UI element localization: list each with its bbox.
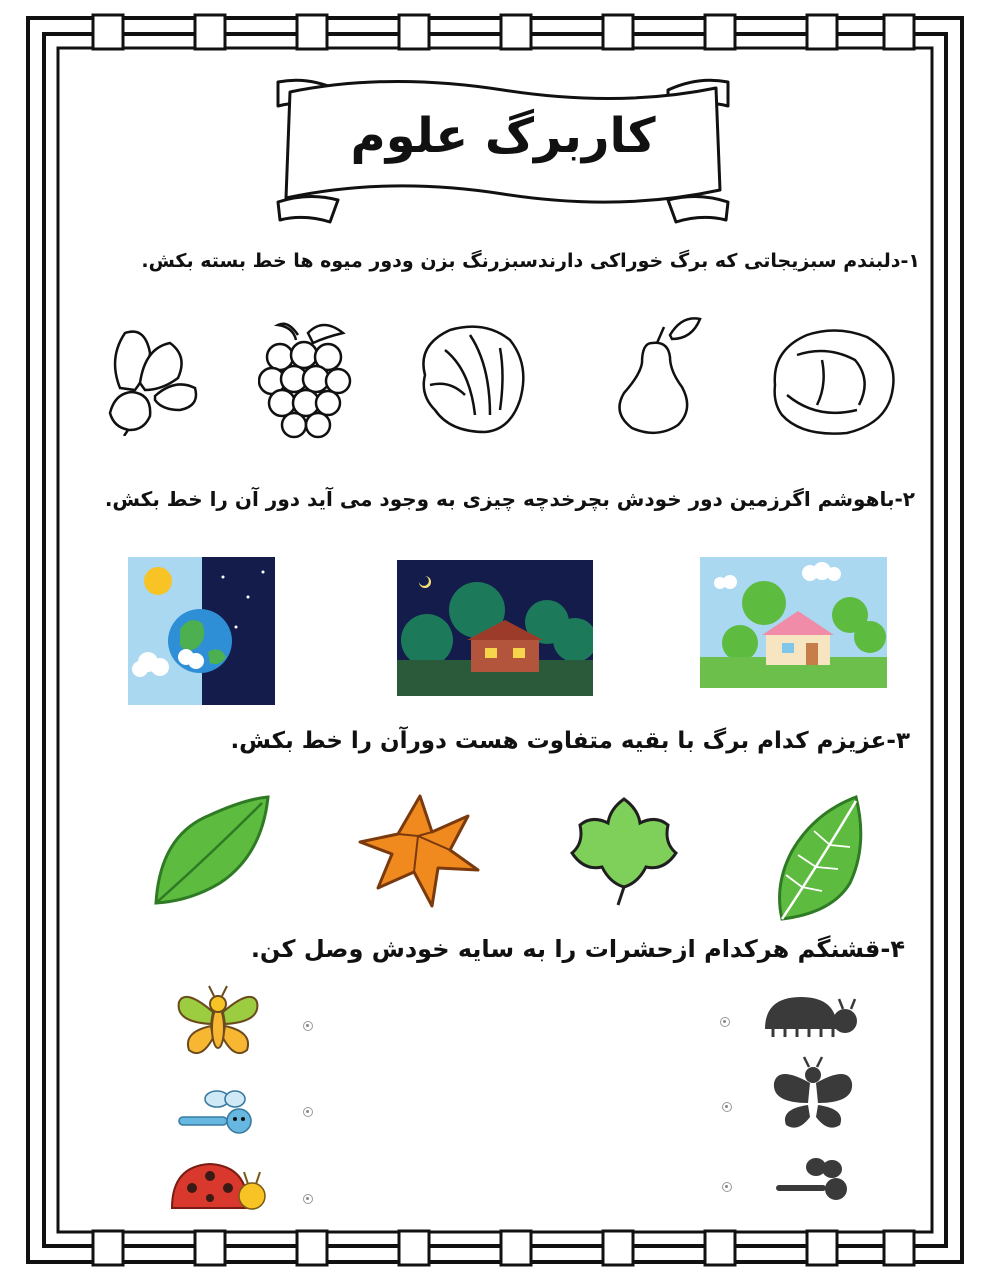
beet-icon <box>100 318 205 436</box>
match-dot-ladybug-shadow[interactable] <box>720 1017 730 1027</box>
question-3-text: ۳-عزیزم کدام برگ با بقیه متفاوت هست دورآن را خط بکش. <box>230 728 910 754</box>
page-title: کاربرگ علوم <box>350 108 656 164</box>
day-house-icon <box>700 557 887 688</box>
lettuce-icon <box>415 320 530 438</box>
green-leaf-icon <box>150 795 270 907</box>
orange-maple-leaf-icon <box>358 792 480 910</box>
question-1-text: ۱-دلبندم سبزیجاتی که برگ خوراکی دارندسبزرنگ بزن ودور میوه ها خط بسته بکش. <box>141 250 920 272</box>
match-dot-ladybug[interactable] <box>303 1194 313 1204</box>
veined-leaf-icon <box>772 795 867 923</box>
dragonfly-shadow-icon <box>772 1155 854 1205</box>
dragonfly-icon <box>177 1085 259 1140</box>
ladybug-icon <box>168 1160 268 1215</box>
pear-icon <box>612 313 702 436</box>
cabbage-icon <box>767 325 899 437</box>
butterfly-icon <box>175 982 261 1062</box>
question-2-text: ۲-باهوشم اگرزمین دور خودش بچرخدچه چیزی به وجود می آید دور آن را خط بکش. <box>104 487 915 511</box>
ladybug-shadow-icon <box>763 995 859 1041</box>
match-dot-dragonfly-shadow[interactable] <box>722 1182 732 1192</box>
night-house-icon <box>397 560 593 696</box>
match-dot-dragonfly[interactable] <box>303 1107 313 1117</box>
butterfly-shadow-icon <box>770 1055 856 1133</box>
day-night-earth-icon <box>128 557 275 705</box>
question-4-text: ۴-قشنگم هرکدام ازحشرات را به سایه خودش وصل کن. <box>250 935 905 963</box>
match-dot-butterfly[interactable] <box>303 1021 313 1031</box>
green-maple-leaf-icon <box>568 795 680 907</box>
match-dot-butterfly-shadow[interactable] <box>722 1102 732 1112</box>
grapes-icon <box>258 315 353 445</box>
